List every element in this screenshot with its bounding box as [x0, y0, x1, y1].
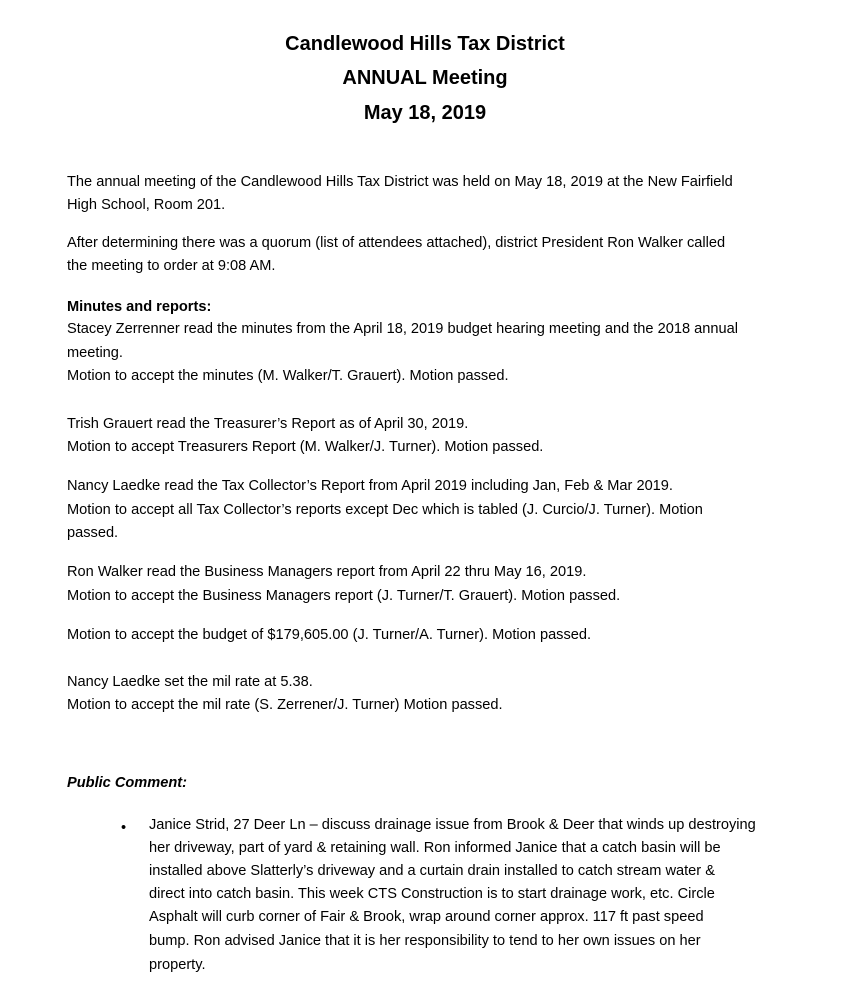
- paragraph-line: The annual meeting of the Candlewood Hills Tax District was held on May 18, 2019 at the New Fairfield: [67, 174, 733, 190]
- paragraph-line: High School, Room 201.: [67, 197, 226, 213]
- paragraph-line: Nancy Laedke read the Tax Collector’s Report from April 2019 including Jan, Feb & Mar 2019.: [67, 478, 673, 494]
- document-title: Candlewood Hills Tax District: [285, 33, 565, 55]
- document-date: May 18, 2019: [363, 102, 487, 124]
- list-item-line: direct into catch basin. This week CTS Construction is to start drainage work, etc. Circle: [149, 886, 715, 902]
- paragraph-line: Motion to accept the minutes (M. Walker/T. Grauert). Motion passed.: [67, 368, 509, 384]
- list-item-line: Janice Strid, 27 Deer Ln – discuss drainage issue from Brook & Deer that winds up destroying: [149, 817, 756, 833]
- paragraph-line: After determining there was a quorum (list of attendees attached), district President Ron Walker called: [67, 235, 726, 251]
- list-item-line: property.: [149, 957, 206, 973]
- paragraph-line: Nancy Laedke set the mil rate at 5.38.: [67, 674, 313, 690]
- section-heading-minutes: Minutes and reports:: [67, 299, 212, 315]
- section-heading-public-comment: Public Comment:: [67, 775, 187, 791]
- paragraph-line: Ron Walker read the Business Managers report from April 22 thru May 16, 2019.: [67, 564, 587, 580]
- paragraph-line: Stacey Zerrenner read the minutes from the April 18, 2019 budget hearing meeting and the 2018 annual: [67, 321, 738, 337]
- paragraph-line: Motion to accept all Tax Collector’s reports except Dec which is tabled (J. Curcio/J. Turner). Motion: [67, 502, 703, 518]
- paragraph-line: Motion to accept Treasurers Report (M. Walker/J. Turner). Motion passed.: [67, 439, 544, 455]
- paragraph-line: Motion to accept the budget of $179,605.00 (J. Turner/A. Turner). Motion passed.: [67, 627, 592, 643]
- list-item-line: her driveway, part of yard & retaining wall. Ron informed Janice that a catch basin will be: [149, 840, 721, 856]
- paragraph-line: meeting.: [67, 345, 123, 361]
- list-item-line: Asphalt will curb corner of Fair & Brook, wrap around corner approx. 117 ft past speed: [149, 909, 704, 925]
- document-subtitle: ANNUAL Meeting: [342, 67, 508, 89]
- paragraph-line: Motion to accept the Business Managers report (J. Turner/T. Grauert). Motion passed.: [67, 588, 621, 604]
- list-item-line: bump. Ron advised Janice that it is her responsibility to tend to her own issues on her: [149, 933, 701, 949]
- paragraph-line: passed.: [67, 525, 119, 541]
- paragraph-line: Motion to accept the mil rate (S. Zerrener/J. Turner) Motion passed.: [67, 697, 503, 713]
- paragraph-line: the meeting to order at 9:08 AM.: [67, 258, 276, 274]
- list-item-line: installed above Slatterly’s driveway and a curtain drain installed to catch stream water &: [149, 863, 715, 879]
- bullet-icon: •: [121, 820, 127, 836]
- paragraph-line: Trish Grauert read the Treasurer’s Report as of April 30, 2019.: [67, 416, 469, 432]
